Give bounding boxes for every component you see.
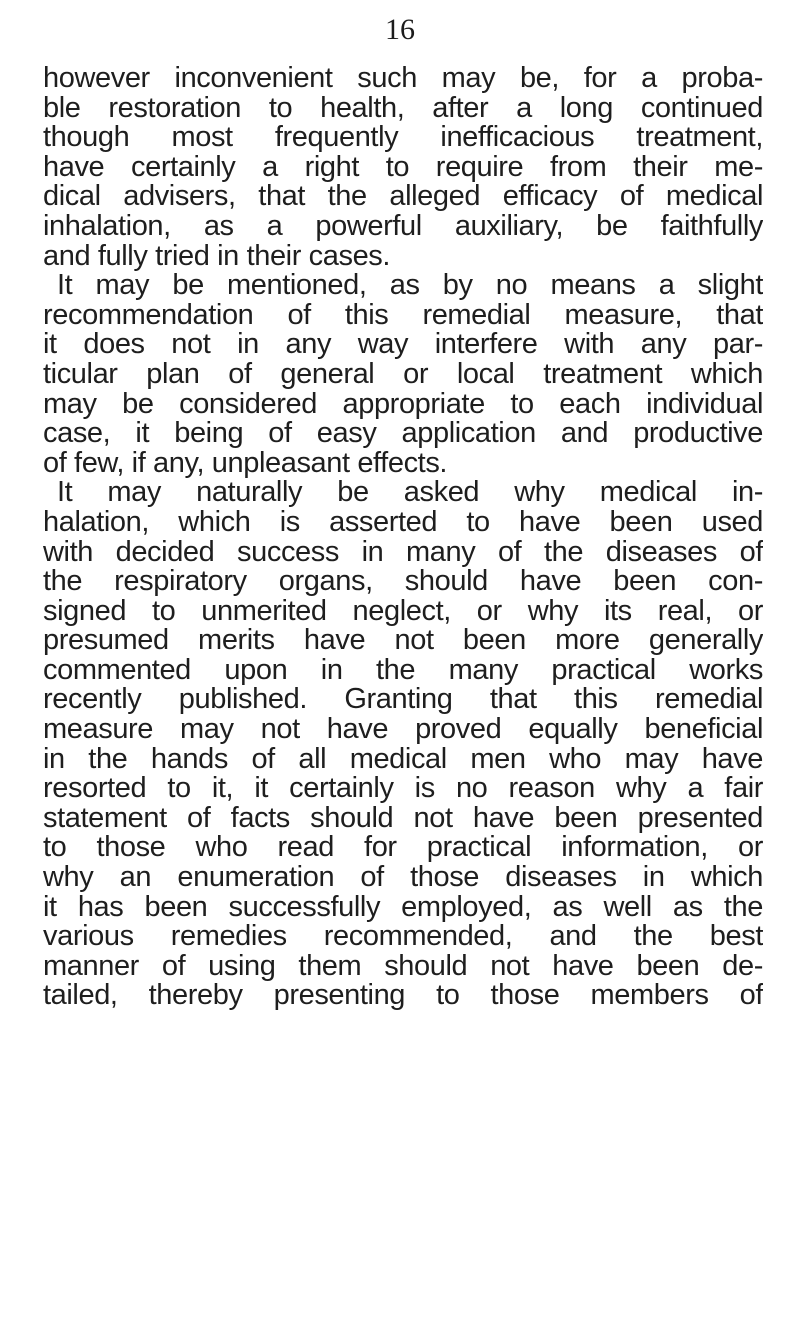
text-line: It may be mentioned, as by no means a slight <box>57 271 763 301</box>
text-line: commented upon in the many practical works <box>43 655 763 686</box>
text-line: case, it being of easy application and productive <box>43 419 763 449</box>
text-line: may be considered appropriate to each individual <box>43 389 763 420</box>
page-number: 16 <box>385 13 415 46</box>
text-line: to those who read for practical information, or <box>43 833 763 864</box>
text-line: inhalation, as a powerful auxiliary, be faithfully <box>43 211 763 242</box>
text-line: resorted to it, it certainly is no reason why a fair <box>43 774 763 804</box>
text-line: recently published. Granting that this remedial <box>43 685 763 716</box>
text-line: in the hands of all medical men who may have <box>43 744 763 775</box>
text-line: tailed, thereby presenting to those members of <box>43 981 763 1011</box>
body-text <box>43 64 763 1011</box>
text-line: ticular plan of general or local treatment which <box>43 359 763 390</box>
text-line: with decided success in many of the diseases of <box>43 537 763 568</box>
text-line: however inconvenient such may be, for a proba- <box>43 64 763 94</box>
text-line: presumed merits have not been more generally <box>43 626 763 656</box>
text-line: the respiratory organs, should have been con- <box>43 567 763 597</box>
text-line: it has been successfully employed, as well as the <box>43 892 763 923</box>
text-line: why an enumeration of those diseases in which <box>43 863 763 893</box>
text-line: measure may not have proved equally beneficial <box>43 715 763 745</box>
text-line: statement of facts should not have been presented <box>43 803 763 834</box>
text-line: dical advisers, that the alleged efficacy of medical <box>43 182 763 212</box>
text-line: though most frequently inefficacious treatment, <box>43 123 763 153</box>
text-line: of few, if any, unpleasant effects. <box>43 448 448 479</box>
text-line: signed to unmerited neglect, or why its real, or <box>43 596 763 627</box>
text-line: halation, which is asserted to have been used <box>43 507 763 538</box>
text-line: and fully tried in their cases. <box>43 241 391 272</box>
text-line: ble restoration to health, after a long continued <box>43 93 763 124</box>
text-line: It may naturally be asked why medical in- <box>57 478 763 508</box>
text-line: manner of using them should not have been de- <box>43 951 763 982</box>
text-line: it does not in any way interfere with any par- <box>43 330 763 360</box>
text-line: various remedies recommended, and the best <box>43 922 763 952</box>
text-line: have certainly a right to require from their me- <box>43 152 763 183</box>
text-line: recommendation of this remedial measure, that <box>43 300 763 331</box>
